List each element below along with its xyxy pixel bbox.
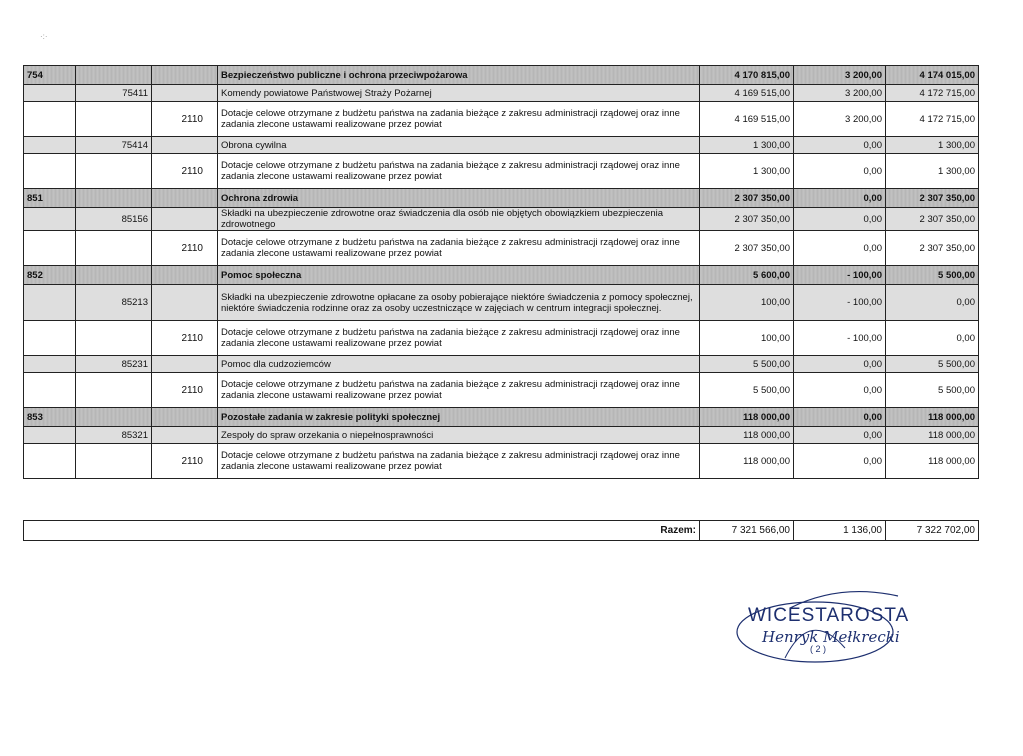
cell-description: Składki na ubezpieczenie zdrowotne oraz świadczenia dla osób nie objętych obowiązkiem ubezpieczenia zdrowotnego	[218, 208, 700, 231]
cell-description: Pozostałe zadania w zakresie polityki społecznej	[218, 408, 700, 427]
cell-after-change: 118 000,00	[886, 408, 979, 427]
cell-change: - 100,00	[794, 321, 886, 356]
cell-change: 0,00	[794, 154, 886, 189]
cell-dzial: 851	[24, 189, 76, 208]
cell-paragraf	[152, 137, 218, 154]
cell-dzial	[24, 208, 76, 231]
cell-paragraf	[152, 66, 218, 85]
table-row	[24, 66, 979, 85]
table-row	[24, 85, 979, 102]
cell-change: - 100,00	[794, 285, 886, 321]
table-row	[24, 266, 979, 285]
cell-paragraf: 2110	[152, 102, 218, 137]
cell-dzial	[24, 356, 76, 373]
table-row	[24, 356, 979, 373]
cell-rozdzial	[76, 321, 152, 356]
cell-dzial	[24, 427, 76, 444]
cell-change: 0,00	[794, 189, 886, 208]
table-row	[24, 137, 979, 154]
cell-rozdzial: 75414	[76, 137, 152, 154]
cell-after-change: 118 000,00	[886, 427, 979, 444]
cell-change: 3 200,00	[794, 85, 886, 102]
cell-description: Zespoły do spraw orzekania o niepełnosprawności	[218, 427, 700, 444]
cell-paragraf: 2110	[152, 321, 218, 356]
cell-after-change: 4 172 715,00	[886, 102, 979, 137]
cell-dzial	[24, 444, 76, 479]
cell-rozdzial	[76, 373, 152, 408]
cell-plan: 1 300,00	[700, 154, 794, 189]
cell-dzial	[24, 373, 76, 408]
cell-rozdzial: 85321	[76, 427, 152, 444]
cell-after-change: 0,00	[886, 321, 979, 356]
cell-description: Pomoc społeczna	[218, 266, 700, 285]
cell-paragraf	[152, 266, 218, 285]
total-after: 7 322 702,00	[886, 521, 979, 541]
cell-change: 0,00	[794, 208, 886, 231]
cell-paragraf	[152, 427, 218, 444]
cell-dzial	[24, 231, 76, 266]
cell-plan: 4 169 515,00	[700, 102, 794, 137]
cell-plan: 5 500,00	[700, 356, 794, 373]
cell-description: Dotacje celowe otrzymane z budżetu państwa na zadania bieżące z zakresu administracji rządowej oraz inne zadania zlecone ustawami realizowane przez powiat	[218, 444, 700, 479]
cell-after-change: 4 174 015,00	[886, 66, 979, 85]
cell-paragraf: 2110	[152, 444, 218, 479]
cell-description: Obrona cywilna	[218, 137, 700, 154]
cell-plan: 100,00	[700, 285, 794, 321]
scan-mark: ·:·	[40, 32, 48, 41]
cell-description: Dotacje celowe otrzymane z budżetu państwa na zadania bieżące z zakresu administracji rządowej oraz inne zadania zlecone ustawami realizowane przez powiat	[218, 321, 700, 356]
cell-after-change: 2 307 350,00	[886, 208, 979, 231]
cell-dzial: 853	[24, 408, 76, 427]
cell-dzial	[24, 102, 76, 137]
cell-change: 0,00	[794, 427, 886, 444]
cell-description: Komendy powiatowe Państwowej Straży Pożarnej	[218, 85, 700, 102]
cell-rozdzial: 85231	[76, 356, 152, 373]
total-row	[24, 521, 979, 541]
cell-after-change: 4 172 715,00	[886, 85, 979, 102]
cell-description: Dotacje celowe otrzymane z budżetu państwa na zadania bieżące z zakresu administracji rządowej oraz inne zadania zlecone ustawami realizowane przez powiat	[218, 102, 700, 137]
cell-plan: 118 000,00	[700, 408, 794, 427]
budget-table	[23, 65, 979, 479]
cell-change: 0,00	[794, 231, 886, 266]
cell-paragraf	[152, 85, 218, 102]
table-row	[24, 444, 979, 479]
table-row	[24, 208, 979, 231]
cell-plan: 4 170 815,00	[700, 66, 794, 85]
cell-change: 0,00	[794, 408, 886, 427]
cell-change: 0,00	[794, 373, 886, 408]
cell-description: Dotacje celowe otrzymane z budżetu państwa na zadania bieżące z zakresu administracji rządowej oraz inne zadania zlecone ustawami realizowane przez powiat	[218, 154, 700, 189]
cell-change: 0,00	[794, 137, 886, 154]
table-row	[24, 154, 979, 189]
cell-rozdzial	[76, 444, 152, 479]
cell-rozdzial	[76, 102, 152, 137]
cell-rozdzial	[76, 231, 152, 266]
cell-rozdzial	[76, 66, 152, 85]
cell-description: Dotacje celowe otrzymane z budżetu państwa na zadania bieżące z zakresu administracji rządowej oraz inne zadania zlecone ustawami realizowane przez powiat	[218, 231, 700, 266]
cell-after-change: 2 307 350,00	[886, 189, 979, 208]
cell-after-change: 1 300,00	[886, 137, 979, 154]
cell-plan: 5 500,00	[700, 373, 794, 408]
cell-plan: 1 300,00	[700, 137, 794, 154]
cell-plan: 2 307 350,00	[700, 231, 794, 266]
cell-paragraf	[152, 356, 218, 373]
cell-rozdzial: 85156	[76, 208, 152, 231]
cell-after-change: 118 000,00	[886, 444, 979, 479]
cell-rozdzial	[76, 408, 152, 427]
cell-rozdzial	[76, 189, 152, 208]
cell-change: 3 200,00	[794, 102, 886, 137]
cell-plan: 2 307 350,00	[700, 189, 794, 208]
cell-after-change: 0,00	[886, 285, 979, 321]
cell-paragraf: 2110	[152, 231, 218, 266]
cell-paragraf: 2110	[152, 373, 218, 408]
cell-rozdzial	[76, 154, 152, 189]
table-row	[24, 321, 979, 356]
cell-dzial: 852	[24, 266, 76, 285]
cell-dzial	[24, 85, 76, 102]
cell-description: Dotacje celowe otrzymane z budżetu państwa na zadania bieżące z zakresu administracji rządowej oraz inne zadania zlecone ustawami realizowane przez powiat	[218, 373, 700, 408]
cell-paragraf	[152, 208, 218, 231]
cell-description: Ochrona zdrowia	[218, 189, 700, 208]
cell-after-change: 5 500,00	[886, 356, 979, 373]
total-plan: 7 321 566,00	[700, 521, 794, 541]
stamp-number: ( 2 )	[810, 644, 827, 654]
cell-dzial	[24, 321, 76, 356]
table-row	[24, 373, 979, 408]
cell-dzial	[24, 137, 76, 154]
cell-plan: 118 000,00	[700, 444, 794, 479]
budget-table-body	[24, 66, 979, 479]
table-row	[24, 285, 979, 321]
total-change: 1 136,00	[794, 521, 886, 541]
table-row	[24, 189, 979, 208]
cell-dzial	[24, 285, 76, 321]
cell-change: - 100,00	[794, 266, 886, 285]
cell-paragraf	[152, 285, 218, 321]
cell-description: Składki na ubezpieczenie zdrowotne opłacane za osoby pobierające niektóre świadczenia z pomocy społecznej, niektóre świadczenia rodzinne oraz za osoby uczestniczące w zajęciach w centrum integracji społecznej.	[218, 285, 700, 321]
cell-change: 0,00	[794, 444, 886, 479]
cell-description: Pomoc dla cudzoziemców	[218, 356, 700, 373]
total-table	[23, 520, 979, 541]
cell-after-change: 1 300,00	[886, 154, 979, 189]
cell-after-change: 5 500,00	[886, 373, 979, 408]
total-label: Razem:	[24, 521, 700, 541]
cell-plan: 2 307 350,00	[700, 208, 794, 231]
table-row	[24, 427, 979, 444]
cell-rozdzial: 85213	[76, 285, 152, 321]
cell-paragraf	[152, 189, 218, 208]
cell-dzial: 754	[24, 66, 76, 85]
cell-paragraf: 2110	[152, 154, 218, 189]
cell-plan: 4 169 515,00	[700, 85, 794, 102]
vice-starost-stamp	[730, 588, 910, 670]
table-row	[24, 102, 979, 137]
table-row	[24, 231, 979, 266]
cell-paragraf	[152, 408, 218, 427]
cell-dzial	[24, 154, 76, 189]
cell-change: 0,00	[794, 356, 886, 373]
handwritten-signature: Henryk Mełkrecki	[762, 628, 900, 646]
cell-change: 3 200,00	[794, 66, 886, 85]
cell-after-change: 2 307 350,00	[886, 231, 979, 266]
cell-description: Bezpieczeństwo publiczne i ochrona przeciwpożarowa	[218, 66, 700, 85]
cell-after-change: 5 500,00	[886, 266, 979, 285]
cell-plan: 118 000,00	[700, 427, 794, 444]
table-row	[24, 408, 979, 427]
stamp-title: WICESTAROSTA	[748, 605, 910, 626]
cell-rozdzial	[76, 266, 152, 285]
cell-plan: 100,00	[700, 321, 794, 356]
cell-plan: 5 600,00	[700, 266, 794, 285]
cell-rozdzial: 75411	[76, 85, 152, 102]
